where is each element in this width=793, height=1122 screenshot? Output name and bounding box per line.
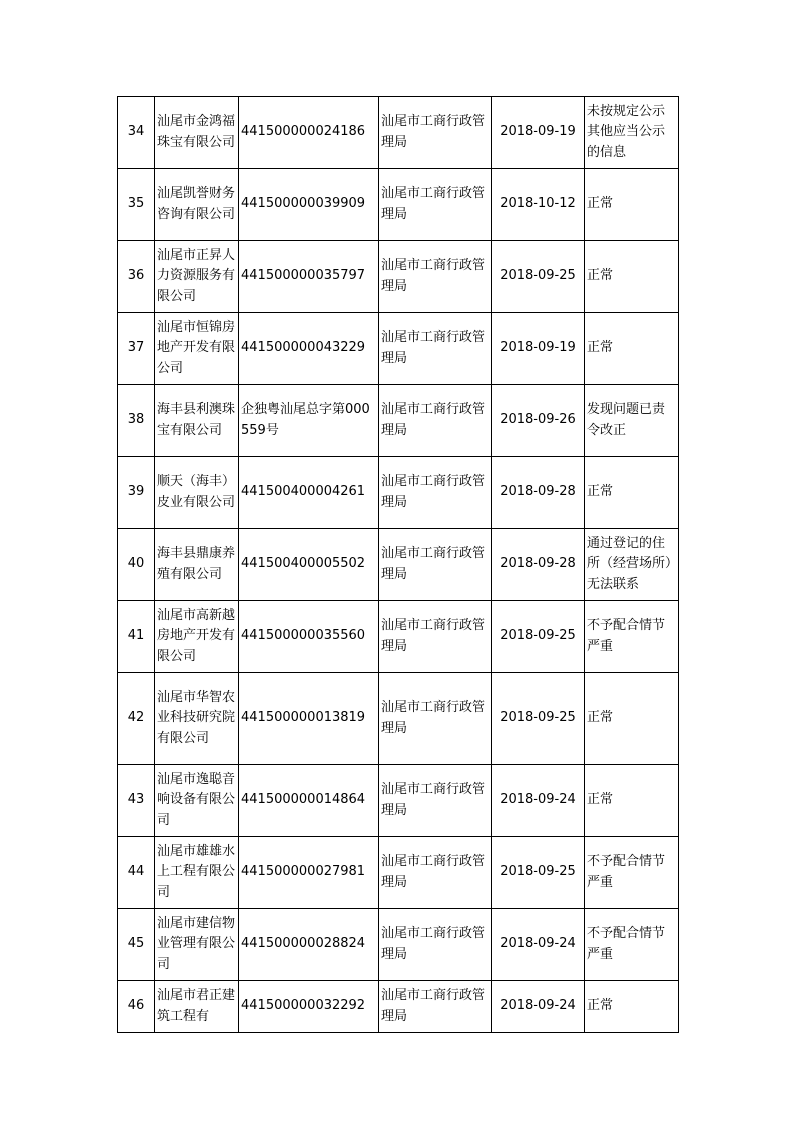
- authority-cell: 汕尾市工商行政管理局: [379, 601, 492, 673]
- inspection-date-cell: 2018-09-24: [492, 765, 585, 837]
- result-status-cell: 正常: [585, 169, 679, 241]
- table-row: [118, 765, 679, 837]
- company-name-cell: 汕尾市建信物业管理有限公司: [155, 909, 239, 981]
- registration-code-cell: 441500400005502: [239, 529, 379, 601]
- inspection-date-cell: 2018-09-25: [492, 673, 585, 765]
- inspection-date-cell: 2018-09-28: [492, 529, 585, 601]
- row-number-cell: 35: [118, 169, 155, 241]
- authority-cell: 汕尾市工商行政管理局: [379, 909, 492, 981]
- result-status-cell: 通过登记的住所（经营场所）无法联系: [585, 529, 679, 601]
- result-status-cell: 未按规定公示其他应当公示的信息: [585, 97, 679, 169]
- authority-cell: 汕尾市工商行政管理局: [379, 241, 492, 313]
- registration-code-cell: 441500000039909: [239, 169, 379, 241]
- registration-code-cell: 441500000014864: [239, 765, 379, 837]
- row-number-cell: 38: [118, 385, 155, 457]
- inspection-date-cell: 2018-09-24: [492, 909, 585, 981]
- row-number-cell: 43: [118, 765, 155, 837]
- authority-cell: 汕尾市工商行政管理局: [379, 529, 492, 601]
- row-number-cell: 37: [118, 313, 155, 385]
- row-number-cell: 41: [118, 601, 155, 673]
- table-row: [118, 97, 679, 169]
- company-name-cell: 汕尾市金鸿福珠宝有限公司: [155, 97, 239, 169]
- result-status-cell: 正常: [585, 241, 679, 313]
- inspection-results-table: [117, 96, 679, 1033]
- inspection-date-cell: 2018-09-28: [492, 457, 585, 529]
- row-number-cell: 34: [118, 97, 155, 169]
- row-number-cell: 36: [118, 241, 155, 313]
- row-number-cell: 39: [118, 457, 155, 529]
- registration-code-cell: 441500000028824: [239, 909, 379, 981]
- company-name-cell: 汕尾市君正建筑工程有: [155, 981, 239, 1033]
- company-name-cell: 汕尾市雄雄水上工程有限公司: [155, 837, 239, 909]
- company-name-cell: 海丰县鼎康养殖有限公司: [155, 529, 239, 601]
- inspection-date-cell: 2018-09-19: [492, 97, 585, 169]
- company-name-cell: 汕尾市恒锦房地产开发有限公司: [155, 313, 239, 385]
- inspection-date-cell: 2018-09-24: [492, 981, 585, 1033]
- inspection-date-cell: 2018-09-25: [492, 601, 585, 673]
- table-row: [118, 529, 679, 601]
- table-row: [118, 169, 679, 241]
- row-number-cell: 46: [118, 981, 155, 1033]
- registration-code-cell: 441500000027981: [239, 837, 379, 909]
- inspection-date-cell: 2018-09-19: [492, 313, 585, 385]
- result-status-cell: 不予配合情节严重: [585, 909, 679, 981]
- inspection-date-cell: 2018-09-25: [492, 837, 585, 909]
- result-status-cell: 正常: [585, 313, 679, 385]
- authority-cell: 汕尾市工商行政管理局: [379, 385, 492, 457]
- registration-code-cell: 441500000024186: [239, 97, 379, 169]
- table-row: [118, 313, 679, 385]
- registration-code-cell: 441500000035560: [239, 601, 379, 673]
- inspection-date-cell: 2018-10-12: [492, 169, 585, 241]
- authority-cell: 汕尾市工商行政管理局: [379, 457, 492, 529]
- registration-code-cell: 441500000043229: [239, 313, 379, 385]
- table-row: [118, 601, 679, 673]
- company-name-cell: 顺天（海丰）皮业有限公司: [155, 457, 239, 529]
- registration-code-cell: 企独粤汕尾总字第000559号: [239, 385, 379, 457]
- inspection-date-cell: 2018-09-25: [492, 241, 585, 313]
- table-row: [118, 981, 679, 1033]
- table-row: [118, 241, 679, 313]
- table-row: [118, 457, 679, 529]
- table-row: [118, 385, 679, 457]
- result-status-cell: 正常: [585, 457, 679, 529]
- company-name-cell: 海丰县利澳珠宝有限公司: [155, 385, 239, 457]
- table-row: [118, 909, 679, 981]
- company-name-cell: 汕尾市高新越房地产开发有限公司: [155, 601, 239, 673]
- authority-cell: 汕尾市工商行政管理局: [379, 837, 492, 909]
- table-row: [118, 673, 679, 765]
- result-status-cell: 正常: [585, 765, 679, 837]
- result-status-cell: 正常: [585, 981, 679, 1033]
- row-number-cell: 42: [118, 673, 155, 765]
- company-name-cell: 汕尾市正昇人力资源服务有限公司: [155, 241, 239, 313]
- registration-code-cell: 441500000013819: [239, 673, 379, 765]
- authority-cell: 汕尾市工商行政管理局: [379, 97, 492, 169]
- company-name-cell: 汕尾市华智农业科技研究院有限公司: [155, 673, 239, 765]
- authority-cell: 汕尾市工商行政管理局: [379, 981, 492, 1033]
- row-number-cell: 40: [118, 529, 155, 601]
- table-body: [118, 97, 679, 1033]
- company-name-cell: 汕尾市逸聪音响设备有限公司: [155, 765, 239, 837]
- inspection-date-cell: 2018-09-26: [492, 385, 585, 457]
- authority-cell: 汕尾市工商行政管理局: [379, 673, 492, 765]
- authority-cell: 汕尾市工商行政管理局: [379, 765, 492, 837]
- row-number-cell: 44: [118, 837, 155, 909]
- company-name-cell: 汕尾凯誉财务咨询有限公司: [155, 169, 239, 241]
- result-status-cell: 不予配合情节严重: [585, 837, 679, 909]
- row-number-cell: 45: [118, 909, 155, 981]
- authority-cell: 汕尾市工商行政管理局: [379, 313, 492, 385]
- result-status-cell: 发现问题已责令改正: [585, 385, 679, 457]
- registration-code-cell: 441500400004261: [239, 457, 379, 529]
- registration-code-cell: 441500000035797: [239, 241, 379, 313]
- table-row: [118, 837, 679, 909]
- registration-code-cell: 441500000032292: [239, 981, 379, 1033]
- result-status-cell: 正常: [585, 673, 679, 765]
- result-status-cell: 不予配合情节严重: [585, 601, 679, 673]
- authority-cell: 汕尾市工商行政管理局: [379, 169, 492, 241]
